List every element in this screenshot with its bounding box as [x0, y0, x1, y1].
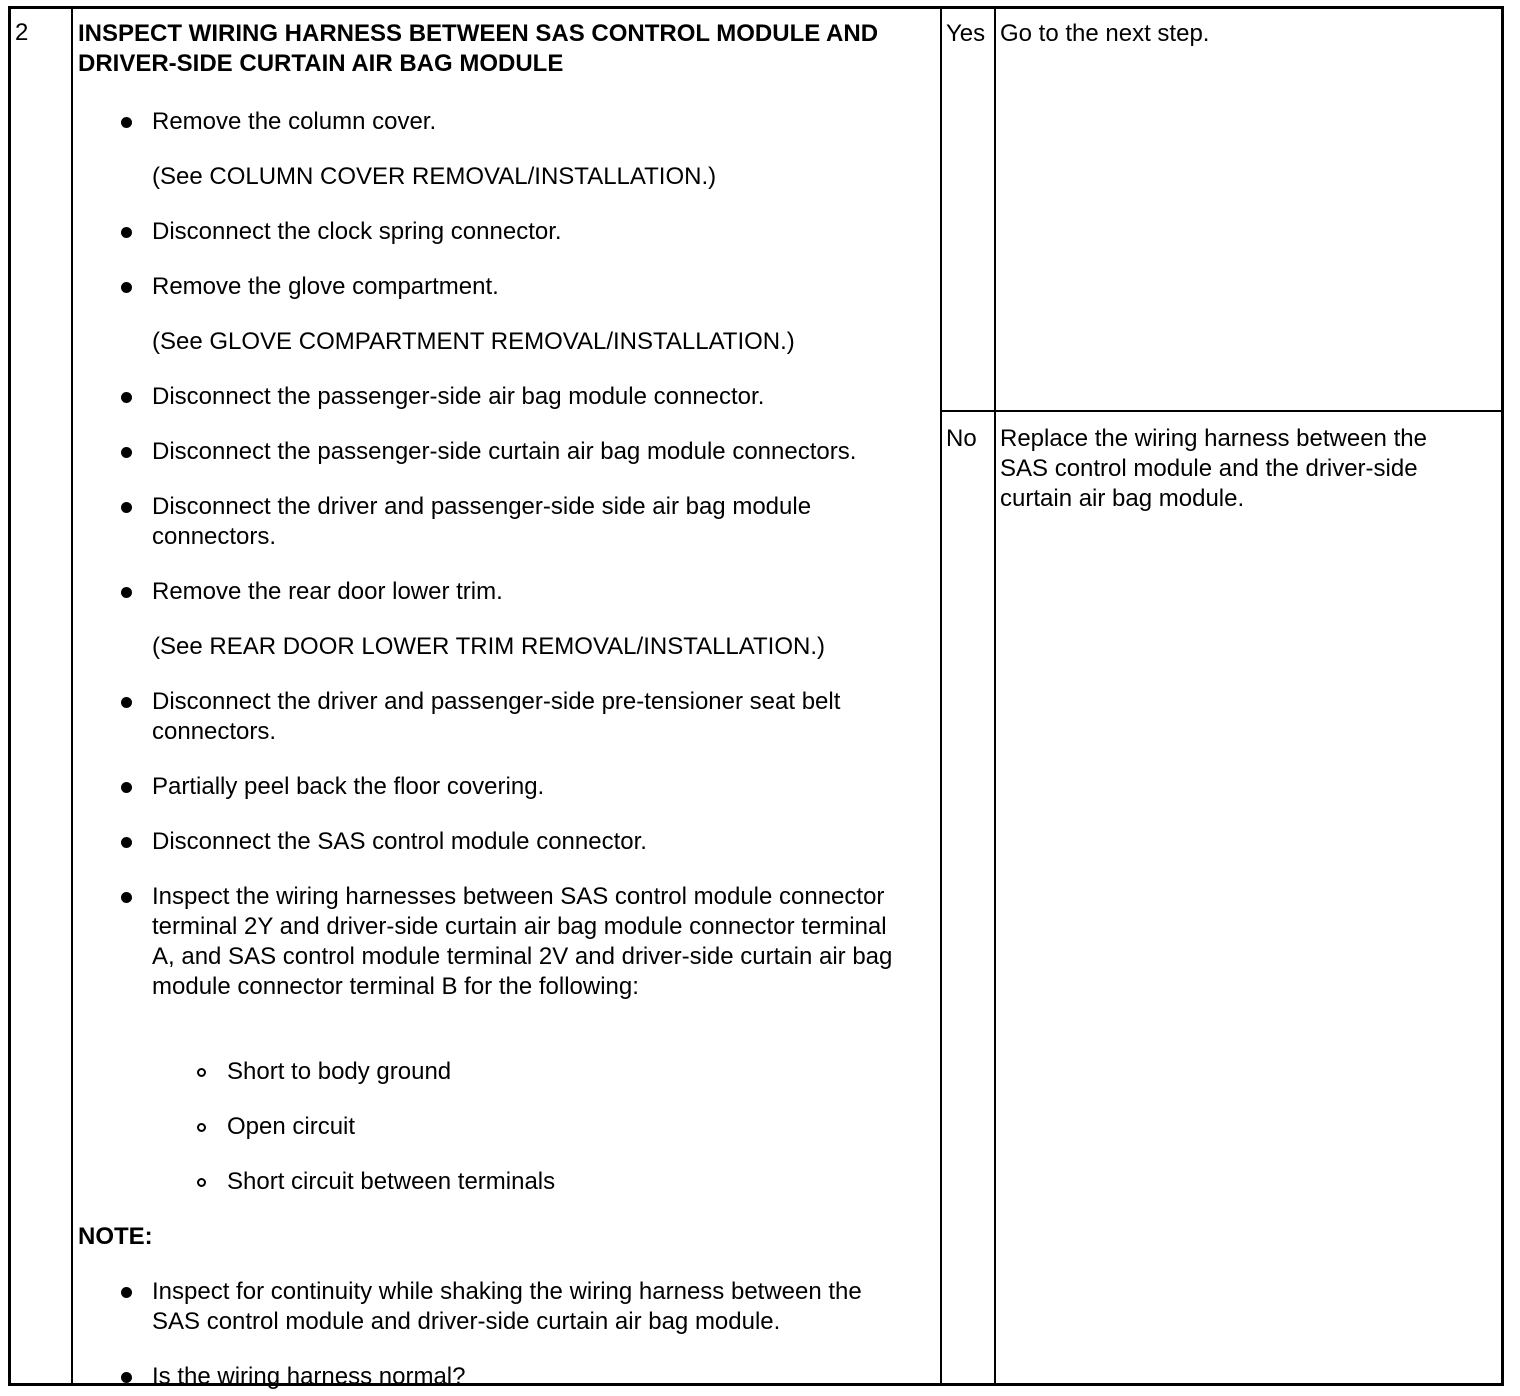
bullet-icon — [121, 117, 132, 128]
bullet-icon — [121, 587, 132, 598]
action-yes: Go to the next step. — [1000, 20, 1210, 47]
step-title: INSPECT WIRING HARNESS BETWEEN SAS CONTROL MODULE AND DRIVER-SIDE CURTAIN AIR BAG MODULE — [78, 20, 879, 77]
step-number: 2 — [15, 19, 29, 46]
bullet-icon — [121, 447, 132, 458]
bullet-icon — [121, 227, 132, 238]
bullet-icon — [121, 1287, 132, 1298]
column-divider — [994, 9, 996, 1383]
circle-bullet-icon — [197, 1123, 206, 1132]
bullet-icon — [121, 282, 132, 293]
bullet-icon — [121, 892, 132, 903]
bullet-icon — [121, 1372, 132, 1383]
answer-yes: Yes — [946, 20, 986, 47]
step-content: INSPECT WIRING HARNESS BETWEEN SAS CONTROL MODULE AND DRIVER-SIDE CURTAIN AIR BAG MODULE Remove the column cover. (See COLUMN COVER REMOVAL/INSTALLATION.) Disconnect the clock spring connector. Remove the glove compartment. (See GLOVE COMPARTMENT REMOVAL/INSTALLATION.) Disconnect the passenger-side air bag module connector. Disconnect the passenger-side curtain air bag module connectors. Disconnect the driver and passenger-side side air bag module connectors. Remove the rear door lower trim. (See REAR DOOR LOWER TRIM REMOVAL/INSTALLATION.) Disconnect the driver and passenger-side pre-tensioner seat belt connectors. Partially peel back the floor covering. Disconnect the SAS control module connector. Inspect the wiring harnesses between SAS control module connector terminal 2Y and driver-side curtain air bag module connector terminal A, and SAS control module terminal 2V and driver-side curtain air bag module connector terminal B for the following: Short to body ground Open circuit Short circuit between terminals NOTE: Inspect for continuity while shaking the wiring harness between the SAS control module and driver-side curtain air bag module. Is the wiring harness normal? — [78, 19, 928, 79]
circle-bullet-icon — [197, 1068, 206, 1077]
column-divider — [71, 9, 73, 1383]
bullet-icon — [121, 837, 132, 848]
answer-no: No — [946, 425, 977, 452]
inspection-table — [8, 6, 1504, 1390]
bullet-icon — [121, 697, 132, 708]
bullet-icon — [121, 782, 132, 793]
note-label: NOTE: — [78, 1223, 153, 1250]
bullet-icon — [121, 502, 132, 513]
row-divider — [940, 410, 1501, 412]
circle-bullet-icon — [197, 1178, 206, 1187]
action-no: Replace the wiring harness between the SAS control module and the driver-side curtain air bag module. — [1000, 425, 1427, 512]
bullet-icon — [121, 392, 132, 403]
